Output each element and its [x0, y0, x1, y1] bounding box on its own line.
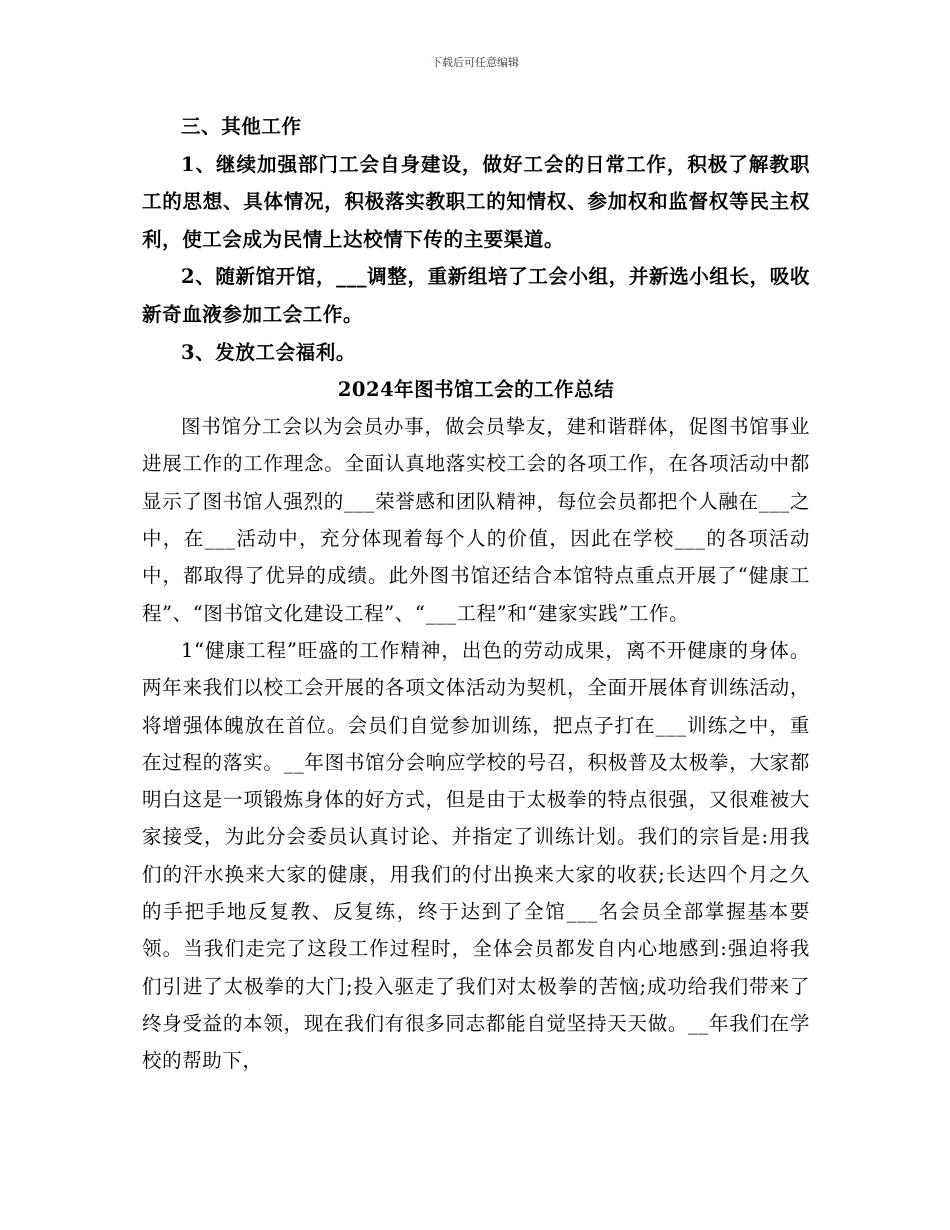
paragraph-item-2: 2、随新馆开馆，___调整，重新组培了工会小组，并新选小组长，吸收新奇血液参加工会工作。: [142, 265, 810, 326]
article-paragraph-1: 图书馆分工会以为会员办事，做会员挚友，建和谐群体，促图书馆事业进展工作的工作理念。全面认真地落实校工会的各项工作，在各项活动中都显示了图书馆人强烈的___荣誉感和团队精神，每位会员都把个人融在___之中，在___活动中，充分体现着每个人的价值，因此在学校___的各项活动中，都取得了优异的成绩。此外图书馆还结合本馆特点重点开展了“健康工程”、“图书馆文化建设工程”、“___工程”和“建家实践”工作。: [142, 415, 810, 625]
article-paragraph-2: 1“健康工程”旺盛的工作精神，出色的劳动成果，离不开健康的身体。两年来我们以校工会开展的各项文体活动为契机，全面开展体育训练活动，将增强体魄放在首位。会员们自觉参加训练，把点子打在___训练之中，重在过程的落实。__年图书馆分会响应学校的号召，积极普及太极拳，大家都明白这是一项锻炼身体的好方式，但是由于太极拳的特点很强，又很难被大家接受，为此分会委员认真讨论、并指定了训练计划。我们的宗旨是:用我们的汗水换来大家的健康，用我们的付出换来大家的收获;长达四个月之久的手把手地反复教、反复练，终于达到了全馆___名会员全部掌握基本要领。当我们走完了这段工作过程时，全体会员都发自内心地感到:强迫将我们引进了太极拳的大门;投入驱走了我们对太极拳的苦恼;成功给我们带来了终身受益的本领，现在我们有很多同志都能自觉坚持天天做。__年我们在学校的帮助下，: [142, 638, 810, 1073]
paragraph-item-3: 3、发放工会福利。: [181, 340, 356, 364]
section-heading: 三、其他工作: [181, 115, 302, 138]
page-header: 下载后可任意编辑: [431, 56, 519, 69]
paragraph-item-1: 1、继续加强部门工会自身建设，做好工会的日常工作，积极了解教职工的思想、具体情况，积极落实教职工的知情权、参加权和监督权等民主权利，使工会成为民情上达校情下传的主要渠道。: [142, 152, 810, 251]
article-title: 2024年图书馆工会的工作总结: [337, 378, 615, 402]
section-other-work: [142, 108, 810, 371]
document-body: [142, 108, 810, 1080]
